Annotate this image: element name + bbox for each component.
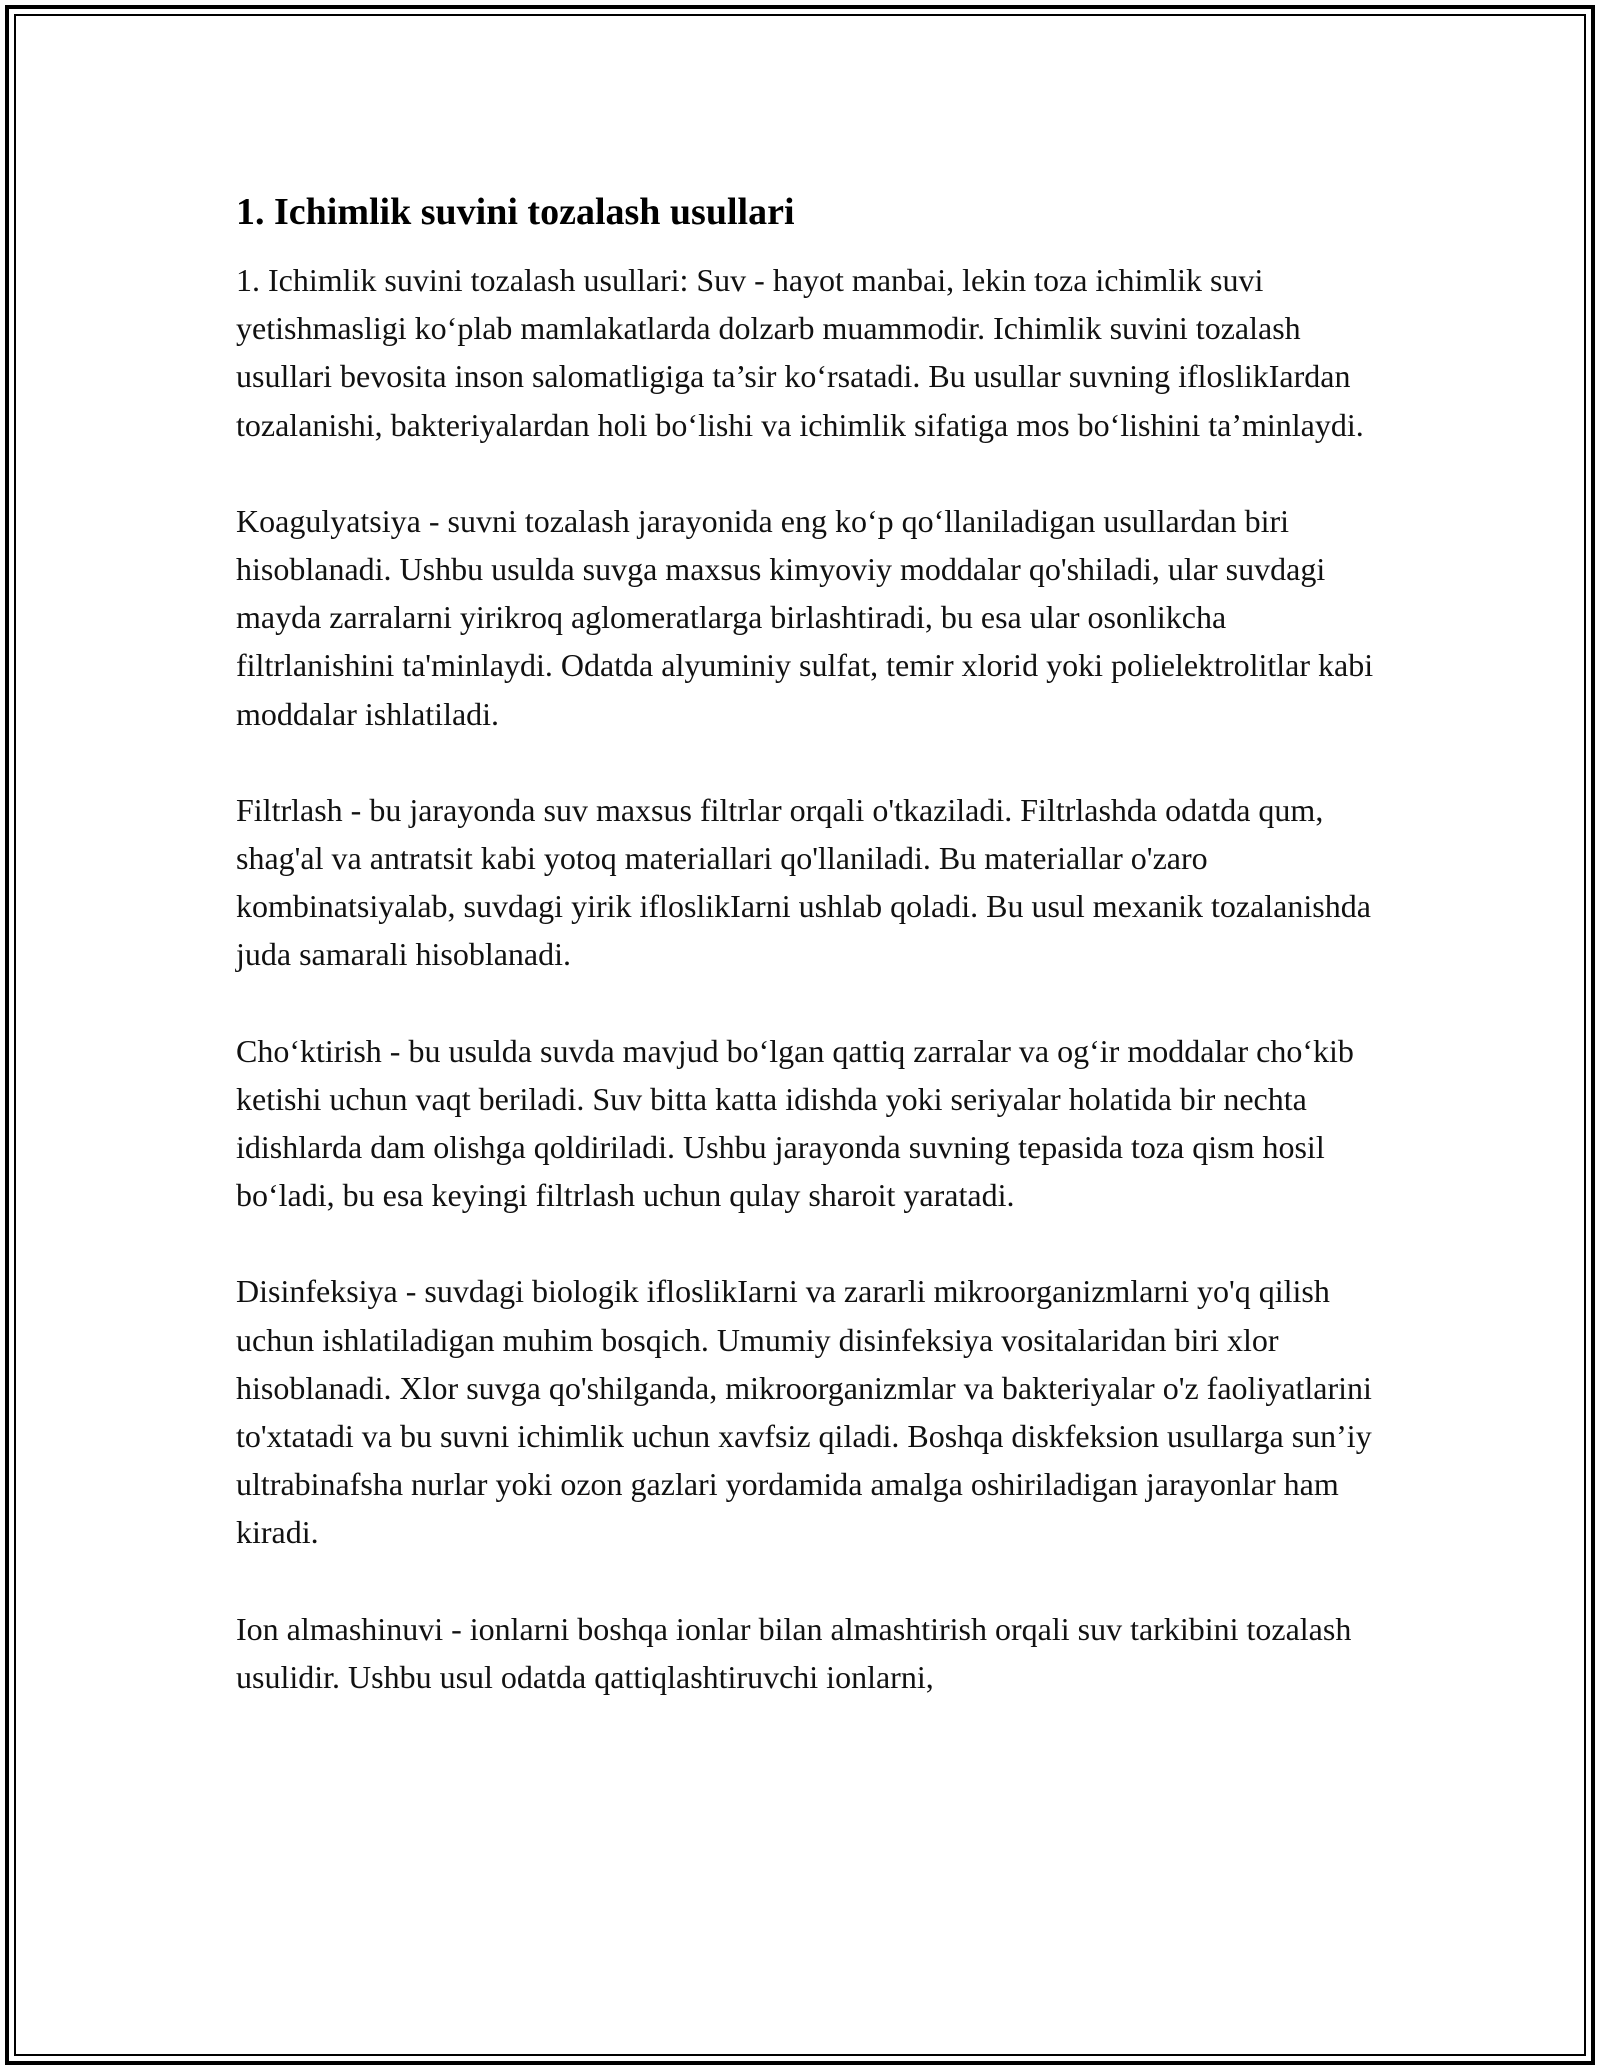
paragraph-choktirish: Cho‘ktirish - bu usulda suvda mavjud bo‘lgan qattiq zarralar va og‘ir moddalar cho‘kib ketishi uchun vaqt beriladi. Suv bitta katta idishda yoki seriyalar holatida bir nechta idishlarda dam olishga qoldiriladi. Ushbu jarayonda suvning tepasida toza qism hosil bo‘ladi, bu esa keyingi filtrlash uchun qulay sharoit yaratadi. bbox=[236, 1032, 1354, 1214]
paragraph-filtrlash: Filtrlash - bu jarayonda suv maxsus filtrlar orqali o'tkaziladi. Filtrlashda odatda qum, shag'al va antratsit kabi yotoq materiallari qo'llaniladi. Bu materiallar o'zaro kombinatsiyalab, suvdagi yirik ifloslikIarni ushlab qoladi. Bu usul mexanik tozalanishda juda samarali hisoblanadi. bbox=[236, 791, 1371, 973]
paragraph-koagulyatsiya: Koagulyatsiya - suvni tozalash jarayonida eng ko‘p qo‘llaniladigan usullardan biri hisoblanadi. Ushbu usulda suvga maxsus kimyoviy moddalar qo'shiladi, ular suvdagi mayda zarralarni yirikroq aglomeratlarga birlashtiradi, bu esa ular osonlikcha filtrlanishini ta'minlaydi. Odatda alyuminiy sulfat, temir xlorid yoki polielektrolitlar kabi moddalar ishlatiladi. bbox=[236, 502, 1374, 732]
paragraph-intro: 1. Ichimlik suvini tozalash usullari: Suv - hayot manbai, lekin toza ichimlik suvi yetishmasligi ko‘plab mamlakatlarda dolzarb muammodir. Ichimlik suvini tozalash usullari bevosita inson salomatligiga ta’sir ko‘rsatadi. Bu usullar suvning ifloslikIardan tozalanishi, bakteriyalardan holi bo‘lishi va ichimlik sifatiga mos bo‘lishini ta’minlaydi. bbox=[236, 262, 1364, 443]
paragraph-ion-almashinuvi: Ion almashinuvi - ionlarni boshqa ionlar bilan almashtirish orqali suv tarkibini tozalash usulidir. Ushbu usul odatda qattiqlashtiruvchi ionlarni, bbox=[236, 1610, 1352, 1695]
section-heading: 1. Ichimlik suvini tozalash usullari bbox=[236, 191, 795, 233]
document-body bbox=[236, 188, 1386, 1701]
paragraph-disinfeksiya: Disinfeksiya - suvdagi biologik ifloslikIarni va zararli mikroorganizmlarni yo'q qilish uchun ishlatiladigan muhim bosqich. Umumiy disinfeksiya vositalaridan biri xlor hisoblanadi. Xlor suvga qo'shilganda, mikroorganizmlar va bakteriyalar o'z faoliyatlarini to'xtatadi va bu suvni ichimlik uchun xavfsiz qiladi. Boshqa diskfeksion usullarga sun’iy ultrabinafsha nurlar yoki ozon gazlari yordamida amalga oshiriladigan jarayonlar ham kiradi. bbox=[236, 1273, 1372, 1551]
